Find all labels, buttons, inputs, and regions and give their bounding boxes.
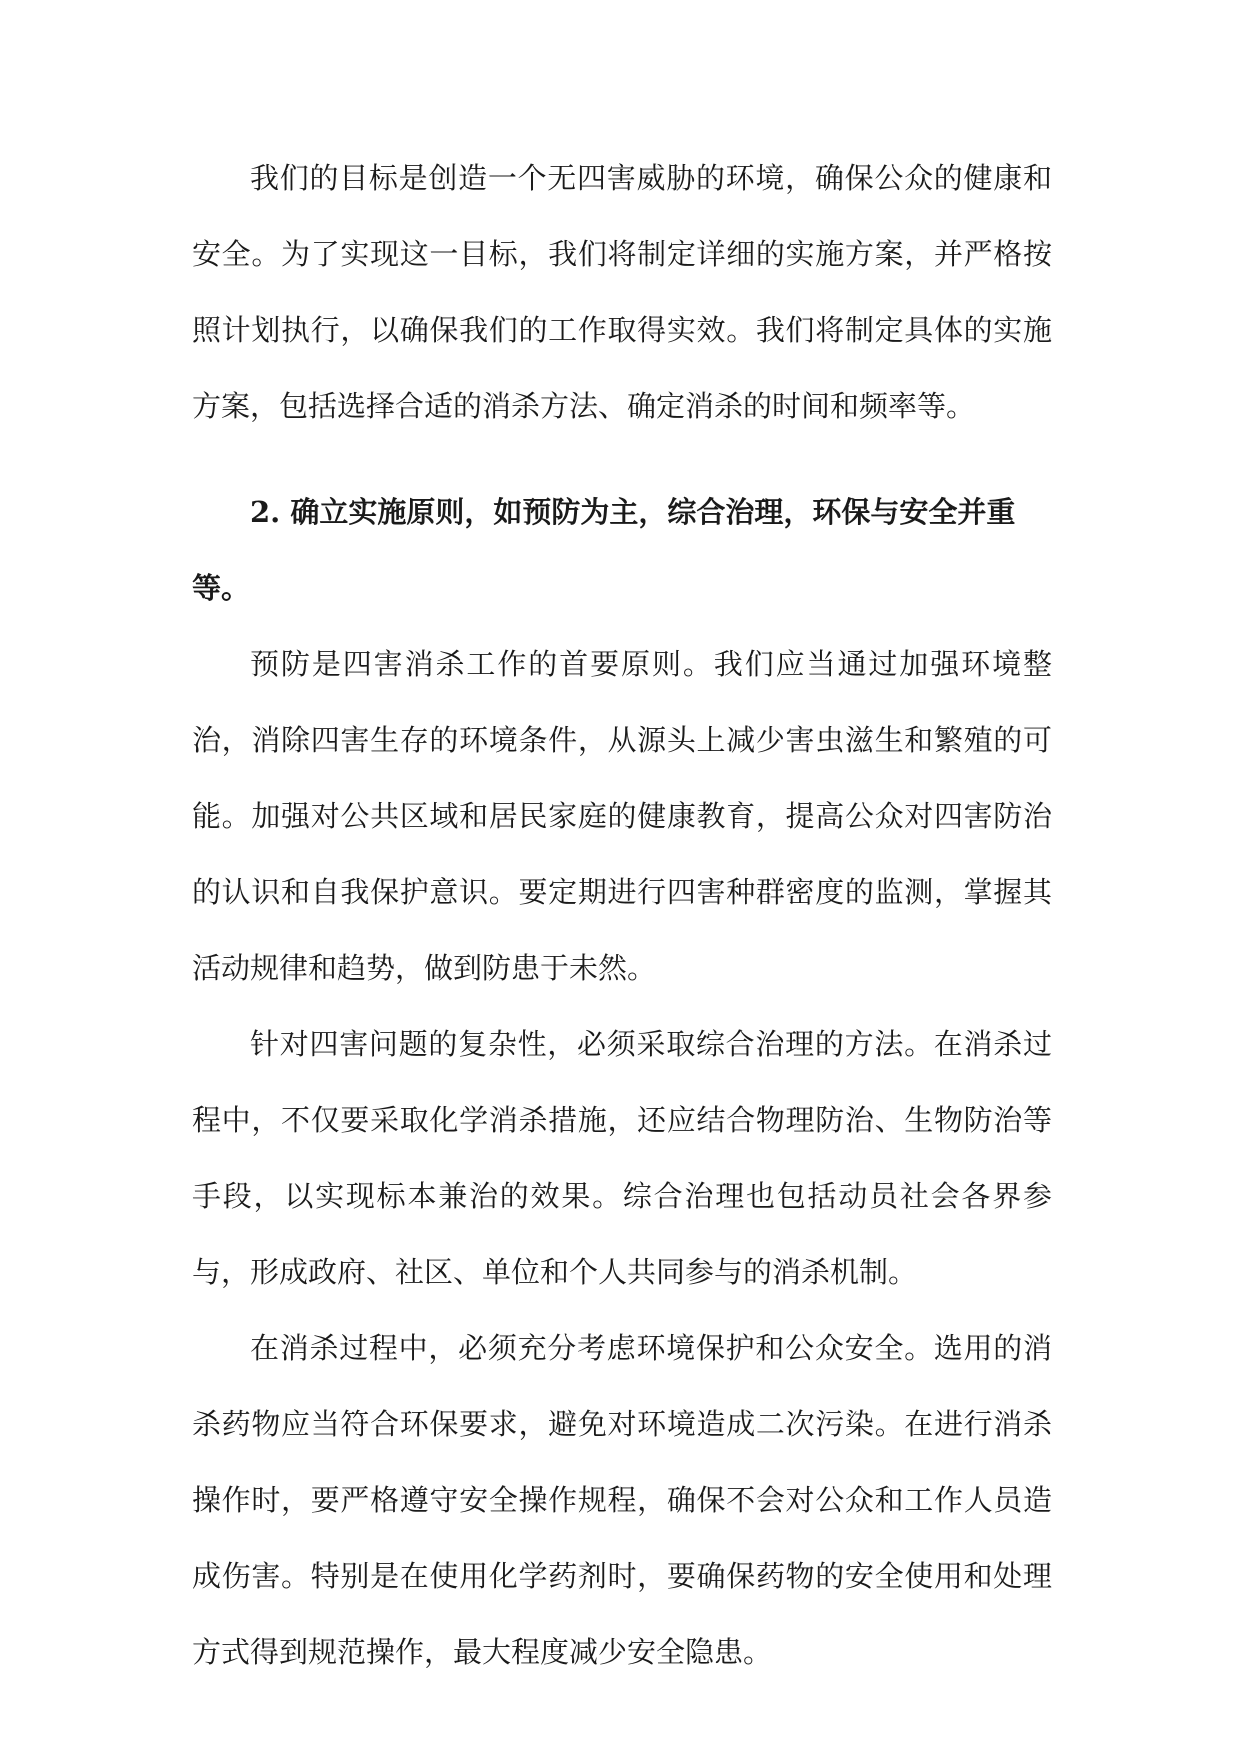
intro-paragraph: 我们的目标是创造一个无四害威胁的环境，确保公众的健康和安全。为了实现这一目标，我们将制定详细的实施方案，并严格按照计划执行，以确保我们的工作取得实效。我们将制定具体的实施方案，包括选择合适的消杀方法、确定消杀的时间和频率等。 xyxy=(192,161,1052,423)
environment-safety-paragraph: 在消杀过程中，必须充分考虑环境保护和公众安全。选用的消杀药物应当符合环保要求，避免对环境造成二次污染。在进行消杀操作时，要严格遵守安全操作规程，确保不会对公众和工作人员造成伤害。特别是在使用化学药剂时，要确保药物的安全使用和处理方式得到规范操作，最大程度减少安全隐患。 xyxy=(192,1331,1052,1669)
prevention-paragraph: 预防是四害消杀工作的首要原则。我们应当通过加强环境整治，消除四害生存的环境条件，从源头上减少害虫滋生和繁殖的可能。加强对公共区域和居民家庭的健康教育，提高公众对四害防治的认识和自我保护意识。要定期进行四害种群密度的监测，掌握其活动规律和趋势，做到防患于未然。 xyxy=(192,647,1052,985)
document-page xyxy=(192,140,1052,1690)
integrated-treatment-paragraph: 针对四害问题的复杂性，必须采取综合治理的方法。在消杀过程中，不仅要采取化学消杀措施，还应结合物理防治、生物防治等手段，以实现标本兼治的效果。综合治理也包括动员社会各界参与，形成政府、社区、单位和个人共同参与的消杀机制。 xyxy=(192,1027,1052,1289)
section-heading: 2. 确立实施原则，如预防为主，综合治理，环保与安全并重等。 xyxy=(192,495,1016,605)
